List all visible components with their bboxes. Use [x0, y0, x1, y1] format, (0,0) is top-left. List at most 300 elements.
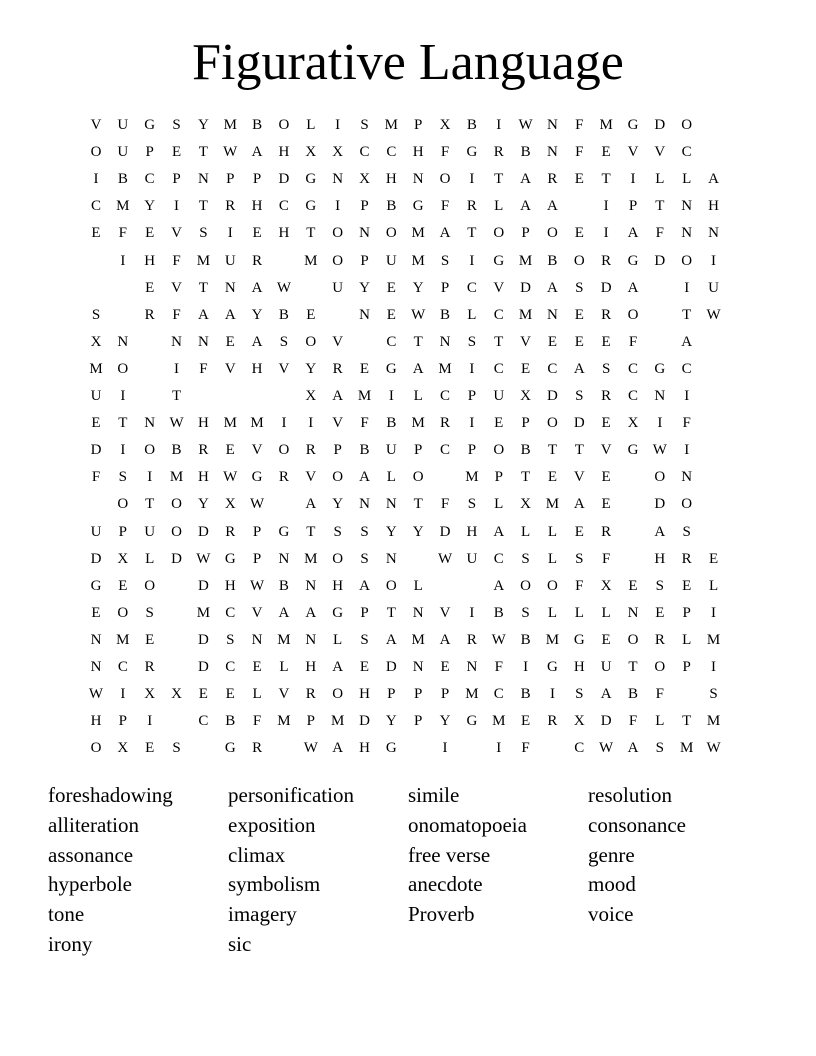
grid-letter: V	[305, 469, 317, 486]
grid-letter: G	[573, 631, 585, 648]
grid-letter: W	[437, 550, 453, 567]
grid-letter: L	[252, 686, 262, 703]
grid-letter: O	[332, 225, 344, 242]
grid-letter: D	[520, 279, 532, 296]
grid-letter: O	[171, 496, 182, 513]
grid-letter: M	[250, 415, 264, 432]
grid-letter: R	[144, 306, 155, 323]
grid-letter: M	[196, 604, 211, 621]
grid-letter: S	[333, 523, 342, 540]
grid-letter: O	[385, 225, 397, 242]
grid-letter: O	[627, 306, 639, 323]
grid-letter: I	[711, 252, 717, 269]
grid-letter: D	[278, 171, 290, 188]
grid-letter: C	[386, 333, 397, 350]
grid-letter: H	[466, 523, 478, 540]
grid-letter: A	[547, 279, 558, 296]
grid-letter: V	[171, 225, 182, 242]
grid-letter: H	[654, 550, 666, 567]
grid-letter: T	[601, 171, 611, 188]
grid-letter: X	[117, 740, 129, 757]
grid-letter: C	[144, 171, 155, 188]
grid-letter: R	[493, 144, 504, 161]
grid-letter: E	[574, 171, 584, 188]
grid-letter: O	[439, 171, 451, 188]
grid-letter: P	[682, 604, 691, 621]
grid-letter: E	[225, 442, 235, 459]
grid-letter: U	[466, 550, 478, 567]
grid-letter: S	[226, 631, 235, 648]
grid-letter: F	[172, 306, 181, 323]
grid-letter: A	[305, 604, 317, 621]
grid-letter: G	[305, 198, 317, 215]
grid-letter: M	[706, 713, 721, 730]
grid-letter: H	[197, 469, 209, 486]
grid-letter: M	[411, 631, 425, 648]
word-bank-item: exposition	[228, 812, 316, 837]
grid-letter: O	[681, 496, 693, 513]
grid-letter: G	[654, 360, 666, 377]
grid-letter: C	[198, 713, 209, 730]
grid-letter: Y	[197, 496, 209, 513]
grid-letter: N	[466, 659, 478, 675]
grid-letter: C	[493, 550, 504, 567]
grid-letter: X	[117, 550, 129, 567]
word-bank-item: simile	[408, 783, 460, 807]
grid-letter: T	[547, 442, 558, 459]
grid-letter: G	[627, 252, 639, 269]
grid-letter: I	[281, 415, 287, 432]
grid-letter: O	[278, 117, 290, 133]
grid-letter: V	[627, 144, 639, 161]
grid-letter: A	[251, 279, 263, 296]
grid-letter: N	[305, 631, 317, 648]
grid-letter: O	[332, 252, 344, 269]
grid-letter: I	[120, 442, 126, 459]
grid-letter: E	[601, 333, 611, 350]
grid-letter: G	[385, 740, 397, 757]
grid-letter: O	[654, 469, 666, 486]
grid-letter: F	[655, 225, 665, 242]
grid-letter: M	[545, 496, 560, 513]
grid-letter: R	[144, 659, 155, 675]
grid-letter: V	[493, 279, 505, 296]
grid-letter: O	[547, 225, 558, 242]
grid-letter: L	[494, 496, 504, 513]
grid-letter: H	[305, 659, 317, 675]
grid-letter: X	[305, 144, 317, 161]
grid-letter: H	[251, 360, 263, 377]
grid-letter: O	[171, 523, 182, 540]
grid-letter: E	[252, 659, 262, 675]
grid-letter: I	[335, 198, 341, 215]
grid-letter: U	[385, 442, 397, 459]
grid-letter: H	[385, 171, 397, 188]
grid-letter: D	[547, 388, 558, 404]
grid-letter: M	[116, 631, 130, 648]
grid-letter: D	[359, 713, 370, 730]
grid-letter: O	[305, 333, 317, 350]
grid-letter: B	[466, 117, 477, 133]
grid-letter: N	[547, 306, 558, 323]
grid-letter: P	[628, 198, 638, 215]
grid-letter: L	[547, 523, 558, 540]
grid-letter: E	[171, 144, 182, 161]
grid-letter: A	[251, 144, 263, 161]
word-bank-item: climax	[228, 842, 286, 867]
grid-letter: T	[198, 198, 208, 215]
grid-letter: L	[413, 388, 423, 404]
word-bank-item: mood	[588, 872, 636, 897]
grid-letter: S	[521, 550, 530, 567]
grid-letter: C	[386, 144, 397, 161]
grid-letter: R	[601, 306, 612, 323]
grid-letter: U	[493, 388, 505, 404]
grid-letter: R	[547, 713, 558, 730]
grid-letter: P	[226, 171, 235, 188]
grid-letter: E	[601, 631, 611, 648]
grid-letter: I	[711, 604, 717, 621]
grid-letter: I	[603, 225, 609, 242]
word-bank-item: free verse	[408, 842, 491, 867]
grid-letter: V	[439, 604, 451, 621]
grid-letter: G	[144, 117, 156, 133]
grid-letter: W	[250, 496, 265, 513]
grid-letter: D	[385, 659, 397, 675]
grid-letter: V	[573, 469, 585, 486]
grid-letter: X	[305, 388, 317, 404]
grid-letter: O	[412, 469, 424, 486]
word-bank-item: voice	[588, 902, 634, 927]
grid-letter: P	[172, 171, 181, 188]
grid-letter: D	[573, 415, 585, 432]
grid-letter: V	[332, 333, 344, 350]
grid-letter: M	[304, 252, 318, 269]
grid-letter: N	[197, 333, 209, 350]
grid-letter: M	[411, 225, 425, 242]
grid-letter: H	[573, 659, 585, 675]
grid-letter: R	[466, 631, 477, 648]
grid-letter: W	[88, 686, 104, 703]
grid-letter: F	[172, 252, 181, 269]
grid-letter: I	[469, 252, 475, 269]
grid-letter: R	[252, 252, 263, 269]
grid-letter: B	[440, 306, 451, 323]
grid-letter: F	[601, 550, 611, 567]
grid-letter: L	[547, 604, 558, 621]
grid-letter: D	[600, 713, 612, 730]
grid-letter: C	[225, 604, 236, 621]
grid-letter: F	[521, 740, 530, 757]
grid-letter: M	[518, 252, 533, 269]
grid-letter: I	[657, 415, 663, 432]
grid-letter: T	[306, 523, 316, 540]
grid-letter: D	[654, 252, 666, 269]
grid-letter: P	[414, 442, 423, 459]
grid-letter: L	[386, 469, 396, 486]
grid-letter: S	[360, 117, 369, 133]
grid-letter: C	[681, 144, 692, 161]
grid-letter: V	[278, 686, 290, 703]
grid-letter: P	[333, 442, 342, 459]
grid-letter: B	[520, 442, 531, 459]
grid-letter: T	[198, 144, 208, 161]
grid-letter: P	[118, 713, 128, 730]
grid-letter: B	[386, 198, 397, 215]
grid-letter: W	[518, 117, 533, 133]
page-title: Figurative Language	[192, 34, 624, 91]
grid-letter: Y	[251, 306, 263, 323]
grid-letter: S	[440, 252, 450, 269]
grid-letter: S	[279, 333, 289, 350]
grid-letter: D	[90, 550, 102, 567]
grid-letter: H	[251, 198, 263, 215]
grid-letter: S	[521, 604, 530, 621]
grid-letter: I	[120, 252, 126, 269]
word-bank-item: assonance	[48, 842, 134, 867]
grid-letter: E	[386, 279, 396, 296]
grid-letter: M	[277, 713, 291, 730]
grid-letter: T	[413, 496, 423, 513]
grid-letter: I	[442, 740, 448, 757]
grid-letter: E	[225, 333, 235, 350]
grid-letter: T	[494, 333, 504, 350]
grid-letter: M	[357, 388, 372, 404]
grid-letter: E	[547, 469, 558, 486]
grid-letter: B	[278, 577, 289, 594]
grid-letter: T	[198, 279, 208, 296]
grid-letter: Y	[197, 117, 209, 133]
grid-letter: M	[465, 469, 479, 486]
word-bank-item: genre	[588, 842, 635, 867]
grid-letter: C	[547, 360, 558, 377]
grid-letter: O	[627, 631, 639, 648]
grid-letter: V	[251, 604, 263, 621]
grid-letter: B	[520, 686, 531, 703]
grid-letter: F	[252, 713, 262, 730]
grid-letter: L	[413, 577, 423, 594]
grid-letter: E	[252, 225, 262, 242]
grid-letter: I	[684, 279, 690, 296]
grid-letter: H	[332, 577, 344, 594]
grid-letter: S	[709, 686, 718, 703]
grid-letter: Y	[385, 523, 397, 540]
grid-letter: E	[145, 225, 155, 242]
grid-letter: M	[223, 117, 237, 133]
grid-letter: W	[599, 740, 614, 757]
grid-letter: O	[332, 550, 344, 567]
grid-letter: I	[335, 117, 341, 133]
grid-letter: Y	[439, 713, 451, 730]
grid-letter: I	[308, 415, 314, 432]
grid-letter: L	[333, 631, 343, 648]
grid-letter: N	[627, 604, 639, 621]
grid-letter: A	[627, 740, 639, 757]
grid-letter: M	[518, 306, 533, 323]
grid-letter: P	[252, 550, 262, 567]
grid-letter: P	[252, 171, 262, 188]
grid-letter: D	[439, 523, 451, 540]
grid-letter: M	[196, 252, 211, 269]
grid-letter: E	[91, 604, 101, 621]
grid-letter: N	[90, 659, 102, 675]
grid-letter: X	[520, 388, 532, 404]
grid-letter: B	[493, 604, 504, 621]
grid-letter: X	[627, 415, 639, 432]
grid-letter: O	[654, 659, 666, 675]
grid-letter: O	[681, 117, 693, 133]
grid-letter: S	[575, 686, 584, 703]
grid-letter: T	[655, 198, 665, 215]
grid-letter: I	[496, 740, 502, 757]
word-bank-item: hyperbole	[48, 872, 132, 897]
grid-letter: C	[627, 388, 638, 404]
grid-letter: M	[89, 360, 103, 377]
grid-letter: E	[574, 306, 584, 323]
grid-letter: P	[521, 225, 530, 242]
grid-letter: B	[252, 117, 263, 133]
grid-letter: L	[682, 631, 692, 648]
grid-letter: P	[414, 713, 423, 730]
grid-letter: L	[708, 577, 719, 594]
grid-letter: V	[332, 415, 344, 432]
grid-letter: W	[276, 279, 292, 296]
grid-letter: T	[682, 713, 692, 730]
grid-letter: R	[332, 360, 343, 377]
grid-letter: F	[91, 469, 101, 486]
grid-letter: P	[118, 523, 128, 540]
grid-letter: O	[332, 469, 344, 486]
grid-letter: U	[117, 117, 129, 133]
grid-letter: P	[682, 659, 691, 675]
grid-letter: S	[467, 496, 477, 513]
grid-letter: M	[438, 360, 452, 377]
grid-letter: W	[303, 740, 318, 757]
grid-letter: N	[439, 333, 451, 350]
grid-letter: M	[277, 631, 291, 648]
grid-letter: V	[224, 360, 236, 377]
grid-letter: D	[197, 523, 209, 540]
grid-letter: I	[496, 117, 502, 133]
grid-letter: A	[412, 360, 424, 377]
grid-letter: U	[90, 523, 102, 540]
grid-letter: E	[359, 659, 370, 675]
grid-letter: U	[117, 144, 129, 161]
grid-letter: A	[627, 279, 639, 296]
grid-letter: N	[681, 198, 693, 215]
grid-letter: T	[306, 225, 316, 242]
grid-letter: B	[547, 252, 558, 269]
word-bank-item: foreshadowing	[48, 783, 173, 807]
grid-letter: N	[547, 117, 558, 133]
grid-letter: H	[224, 577, 236, 594]
grid-letter: V	[90, 117, 102, 133]
grid-letter: G	[278, 523, 290, 540]
grid-letter: R	[654, 631, 665, 648]
grid-letter: S	[467, 333, 477, 350]
grid-letter: S	[360, 550, 369, 567]
grid-letter: Y	[332, 496, 344, 513]
grid-letter: E	[91, 225, 101, 242]
grid-letter: S	[360, 631, 369, 648]
grid-letter: P	[494, 469, 503, 486]
grid-letter: C	[117, 659, 128, 675]
grid-letter: O	[144, 577, 156, 594]
grid-letter: M	[706, 631, 721, 648]
grid-letter: E	[574, 225, 584, 242]
grid-letter: L	[467, 306, 477, 323]
grid-letter: P	[360, 198, 369, 215]
grid-letter: N	[412, 659, 424, 675]
grid-letter: B	[171, 442, 182, 459]
grid-letter: N	[224, 279, 236, 296]
grid-letter: W	[706, 740, 721, 757]
grid-letter: P	[521, 415, 530, 432]
grid-letter: A	[359, 469, 370, 486]
grid-letter: S	[575, 550, 584, 567]
grid-letter: N	[197, 171, 209, 188]
grid-letter: U	[144, 523, 156, 540]
grid-letter: A	[708, 171, 719, 188]
grid-letter: M	[223, 415, 237, 432]
grid-letter: L	[655, 171, 665, 188]
grid-letter: R	[225, 523, 236, 540]
grid-letter: I	[469, 171, 475, 188]
grid-letter: R	[601, 252, 612, 269]
grid-letter: O	[493, 442, 505, 459]
grid-letter: Y	[385, 713, 397, 730]
grid-letter: M	[384, 117, 399, 133]
grid-letter: O	[117, 604, 129, 621]
grid-letter: S	[655, 577, 665, 594]
grid-letter: D	[600, 279, 612, 296]
grid-letter: U	[708, 279, 719, 296]
grid-letter: R	[681, 550, 692, 567]
grid-letter: I	[147, 469, 153, 486]
grid-letter: F	[440, 144, 450, 161]
grid-letter: L	[279, 659, 289, 675]
grid-letter: R	[278, 469, 289, 486]
grid-letter: T	[171, 388, 182, 404]
grid-letter: H	[278, 144, 290, 161]
grid-letter: W	[223, 144, 238, 161]
grid-letter: A	[573, 360, 585, 377]
grid-letter: R	[547, 171, 558, 188]
grid-letter: O	[144, 442, 156, 459]
grid-letter: P	[306, 713, 315, 730]
grid-letter: E	[145, 740, 155, 757]
grid-letter: F	[440, 198, 450, 215]
grid-letter: G	[224, 550, 236, 567]
grid-letter: E	[306, 306, 316, 323]
word-bank-item: Proverb	[408, 902, 475, 927]
grid-letter: O	[547, 415, 558, 432]
grid-letter: G	[627, 117, 639, 133]
grid-letter: G	[466, 144, 478, 161]
grid-letter: I	[388, 388, 394, 404]
grid-letter: L	[306, 117, 316, 133]
grid-letter: Y	[144, 198, 156, 215]
grid-letter: C	[574, 740, 585, 757]
grid-letter: M	[304, 550, 318, 567]
grid-letter: M	[169, 469, 184, 486]
grid-letter: X	[144, 686, 156, 703]
grid-letter: N	[305, 577, 317, 594]
grid-letter: A	[359, 577, 370, 594]
grid-letter: I	[147, 713, 153, 730]
grid-letter: P	[440, 279, 450, 296]
grid-letter: A	[520, 171, 532, 188]
